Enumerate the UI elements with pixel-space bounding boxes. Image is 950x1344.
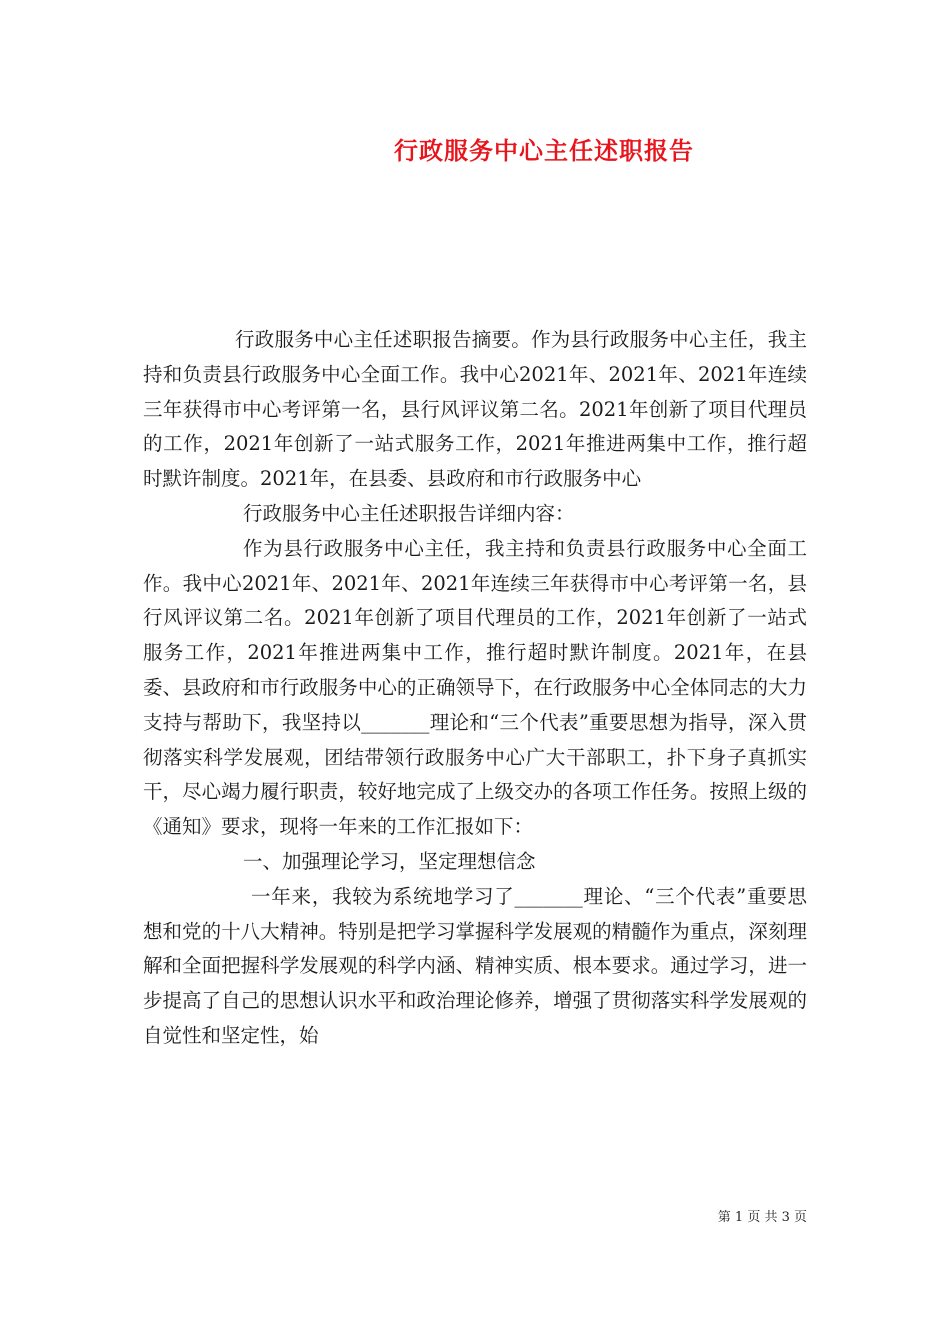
document-title: 行政服务中心主任述职报告 [394,136,694,165]
page-number: 第 1 页 共 3 页 [717,1210,807,1225]
details-heading: 行政服务中心主任述职报告详细内容： [243,501,575,525]
section-heading: 一、加强理论学习，坚定理想信念 [243,849,536,873]
body-paragraph: 一年来，我较为系统地学习了_______理论、“三个代表”重要思想和党的十八大精神。特别是把学习掌握科学发展观的精髓作为重点，深刻理解和全面把握科学发展观的科学内涵、精神实质、根本要求。通过学习，进一步提高了自己的思想认识水平和政治理论修养，增强了贯彻落实科学发展观的自觉性和坚定性，始 [143,884,807,1047]
body-paragraph: 作为县行政服务中心主任，我主持和负责县行政服务中心全面工作。我中心2021年、2021年、2021年连续三年获得市中心考评第一名，县行风评议第二名。2021年创新了项目代理员的工作，2021年创新了一站式服务工作，2021年推进两集中工作，推行超时默许制度。2021年，在县委、县政府和市行政服务中心的正确领导下，在行政服务中心全体同志的大力支持与帮助下，我坚持以_______理论和“三个代表”重要思想为指导，深入贯彻落实科学发展观，团结带领行政服务中心广大干部职工，扑下身子真抓实干，尽心竭力履行职责，较好地完成了上级交办的各项工作任务。按照上级的《通知》要求，现将一年来的工作汇报如下： [143,536,807,839]
document-body [143,323,807,1054]
summary-paragraph: 行政服务中心主任述职报告摘要。作为县行政服务中心主任，我主持和负责县行政服务中心全面工作。我中心2021年、2021年、2021年连续三年获得市中心考评第一名，县行风评议第二名。2021年创新了项目代理员的工作，2021年创新了一站式服务工作，2021年推进两集中工作，推行超时默许制度。2021年，在县委、县政府和市行政服务中心 [143,328,807,491]
